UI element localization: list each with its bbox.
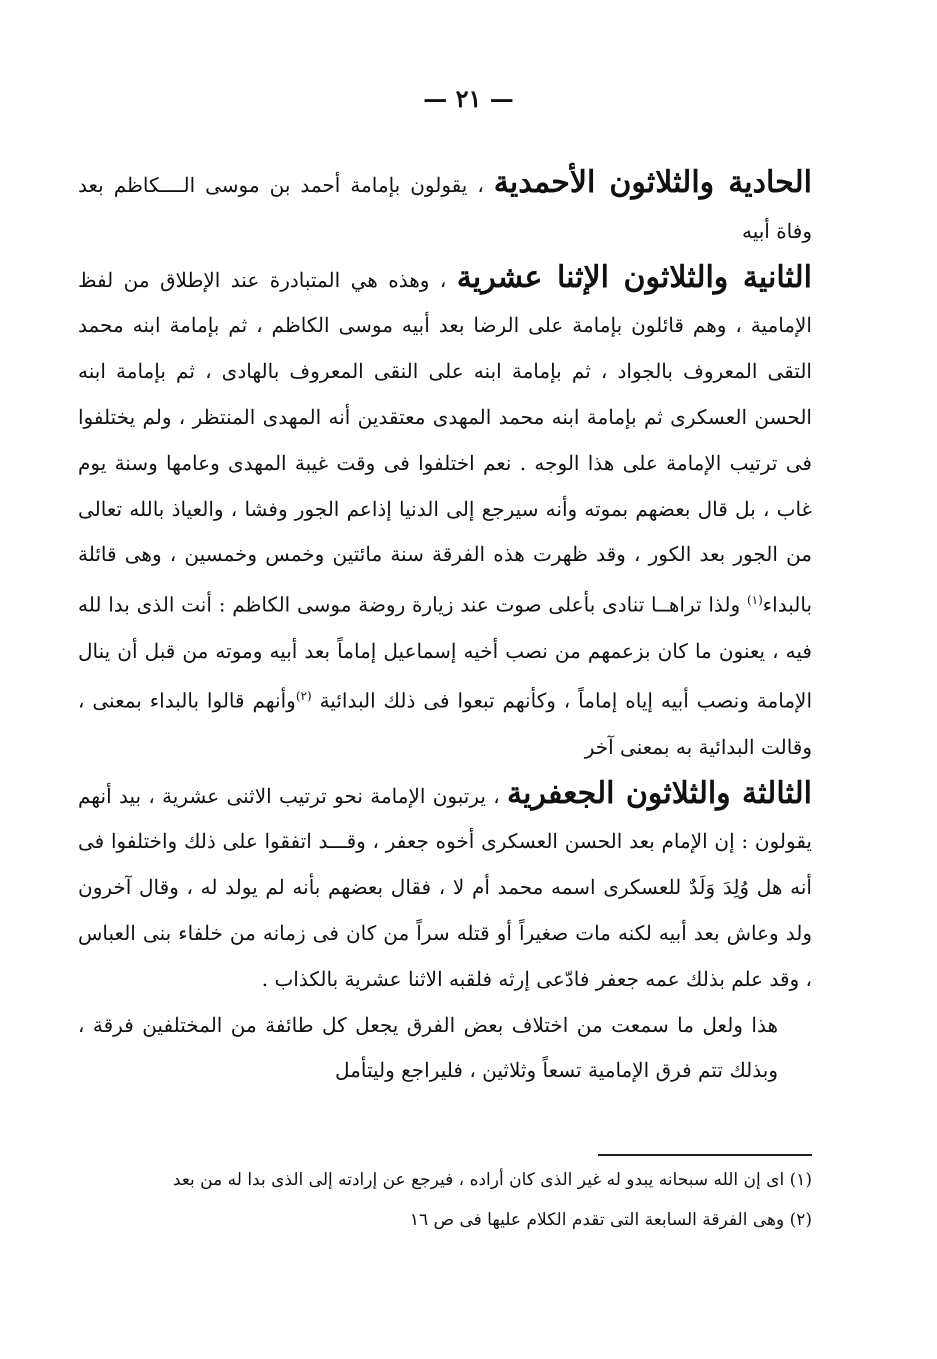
page-number: — ٢١ — bbox=[423, 84, 514, 113]
section-text-ithna-ashariyya-part2: ولذا تراهــا تنادى بأعلى صوت عند زيارة روضة موسى الكاظم : أنت الذى بدا لله فيه ، يعنون ما كان بزعمهم من نصب أخيه إسماعيل إماماً بعد أبيه وموته من قبل أن ينال الإمامة ونصب أبيه إياه إماماً ، وكأنهم تبعوا فى ذلك البدائية bbox=[78, 592, 813, 714]
footnote-2: (٢) وهى الفرقة السابعة التى تقدم الكلام عليها فى ص ١٦ bbox=[409, 1210, 812, 1230]
section-text-ithna-ashariyya-part1: ، وهذه هي المتبادرة عند الإطلاق من لفظ الإمامية ، وهم قائلون بإمامة على الرضا بعد أبيه موسى الكاظم ، ثم بإمامة ابنه محمد التقى المعروف بالجواد ، ثم بإمامة ابنه على النقى المعروف بالهادى ، ثم بإمامة ابنه الحسن العسكرى ثم بإمامة ابنه محمد المهدى معتقدين أنه المهدى المنتظر ، ولم يختلفوا فى ترتيب الإمامة على هذا الوجه . نعم اختلفوا فى وقت غيبة المهدى وعامها وسنة يوم غاب ، بل قال بعضهم بموته وأنه سيرجع إلى الدنيا إذاعم الجور وفشا ، والعياذ بالله تعالى من الجور بعد الكور ، وقد ظهرت هذه الفرقة سنة مائتين وخمس وخمسين ، وهى قائلة بالبداء bbox=[78, 267, 813, 617]
footnote-1: (١) اى إن الله سبحانه يبدو له غير الذى كان أراده ، فيرجع عن إرادته إلى الذى بدا له من بعد bbox=[172, 1170, 812, 1190]
section-title-ahmadiyya: الحادية والثلاثون الأحمدية bbox=[493, 165, 812, 200]
footnotes bbox=[78, 1160, 812, 1240]
footnote-ref-2: (٢) bbox=[295, 689, 312, 704]
section-title-ithna-ashariyya: الثانية والثلاثون الإثنا عشرية bbox=[456, 259, 812, 295]
footnote-ref-1: (١) bbox=[746, 593, 763, 608]
main-text bbox=[78, 160, 812, 1094]
footnote-divider bbox=[598, 1154, 812, 1156]
section-title-jafariyya: الثالثة والثلاثون الجعفرية bbox=[507, 775, 812, 811]
section-text-ahmadiyya: ، يقولون بإمامة أحمد بن موسى الــــكاظم بعد وفاة أبيه bbox=[78, 173, 812, 243]
paragraph-ithna-ashariyya bbox=[78, 255, 812, 771]
closing-paragraph: هذا ولعل ما سمعت من اختلاف بعض الفرق يجعل كل طائفة من المختلفين فرقة ، وبذلك تتم فرق الإمامية تسعاً وثلاثين ، فليراجع وليتأمل bbox=[78, 1012, 778, 1083]
paragraph-ahmadiyya bbox=[78, 160, 812, 255]
section-text-jafariyya: ، يرتبون الإمامة نحو ترتيب الاثنى عشرية ، بيد أنهم يقولون : إن الإمام بعد الحسن العسكرى أخوه جعفر ، وقـــد اتفقوا على ذلك واختلفوا فى أنه هل وُلِدَ وَلَدٌ للعسكرى اسمه محمد أم لا ، فقال بعضهم بأنه لم يولد له ، وقال آخرون ولد وعاش بعد أبيه لكنه مات صغيراً أو قتله سراً من كان فى زمانه من خلفاء بنى العباس ، وقد علم بذلك عمه جعفر فادّعى إرثه فلقبه الاثنا عشرية بالكذاب . bbox=[78, 783, 812, 991]
paragraph-jafariyya bbox=[78, 771, 812, 1003]
section-text-ithna-ashariyya-part3: وأنهم قالوا بالبداء بمعنى ، وقالت البدائية به بمعنى آخر bbox=[78, 689, 812, 759]
